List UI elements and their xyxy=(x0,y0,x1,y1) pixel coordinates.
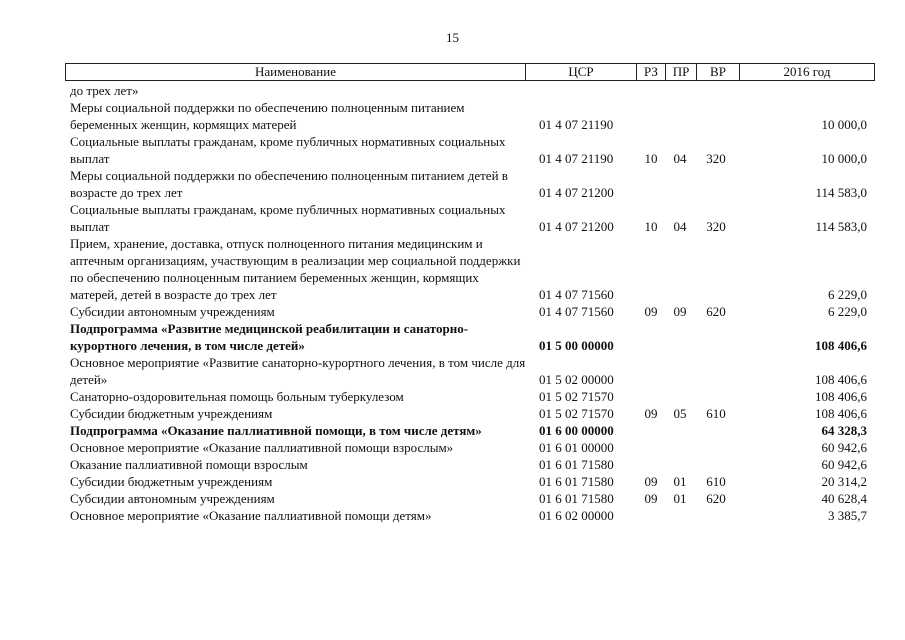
table-row xyxy=(65,133,875,167)
row-csr-code: 01 6 00 00000 xyxy=(539,423,614,438)
row-amount: 114 583,0 xyxy=(815,185,867,200)
row-csr-code: 01 5 00 00000 xyxy=(539,338,614,353)
table-row xyxy=(65,354,875,388)
row-vr-code: 620 xyxy=(706,491,726,506)
row-vr-code: 610 xyxy=(706,474,726,489)
row-amount: 114 583,0 xyxy=(815,219,867,234)
table-header xyxy=(65,63,875,81)
row-name: Социальные выплаты гражданам, кроме публичных нормативных социальных выплат xyxy=(70,134,506,166)
table-row xyxy=(65,439,875,456)
row-name: Санаторно-оздоровительная помощь больным туберкулезом xyxy=(70,389,404,404)
row-csr-code: 01 4 07 71560 xyxy=(539,287,614,302)
row-pr-code: 01 xyxy=(673,491,687,506)
header-year: 2016 год xyxy=(740,64,875,81)
row-amount: 108 406,6 xyxy=(815,389,867,404)
row-amount: 108 406,6 xyxy=(815,372,867,387)
budget-table-body xyxy=(65,82,875,524)
row-rz-code: 10 xyxy=(644,219,658,234)
row-csr-code: 01 4 07 21190 xyxy=(539,151,614,166)
header-csr: ЦСР xyxy=(526,64,637,81)
row-amount: 108 406,6 xyxy=(815,338,867,353)
table-row xyxy=(65,456,875,473)
row-csr-code: 01 4 07 21200 xyxy=(539,219,614,234)
header-rz: РЗ xyxy=(637,64,666,81)
table-row xyxy=(65,388,875,405)
row-amount: 64 328,3 xyxy=(821,423,867,438)
page-number: 15 xyxy=(446,30,459,45)
table-row xyxy=(65,303,875,320)
row-csr-code: 01 6 01 00000 xyxy=(539,440,614,455)
table-row xyxy=(65,473,875,490)
header-pr: ПР xyxy=(666,64,697,81)
table-row xyxy=(65,320,875,354)
row-csr-code: 01 4 07 21200 xyxy=(539,185,614,200)
row-amount: 3 385,7 xyxy=(828,508,867,523)
table-row xyxy=(65,201,875,235)
row-csr-code: 01 6 01 71580 xyxy=(539,491,614,506)
row-vr-code: 320 xyxy=(706,151,726,166)
row-rz-code: 09 xyxy=(644,406,658,421)
row-name: Субсидии бюджетным учреждениям xyxy=(70,474,273,489)
row-amount: 60 942,6 xyxy=(821,440,867,455)
row-name: Субсидии автономным учреждениям xyxy=(70,491,275,506)
row-rz-code: 09 xyxy=(644,304,658,319)
row-name: Основное мероприятие «Развитие санаторно-курортного лечения, в том числе для детей» xyxy=(70,355,526,387)
row-csr-code: 01 6 01 71580 xyxy=(539,457,614,472)
row-name: Основное мероприятие «Оказание паллиативной помощи детям» xyxy=(70,508,432,523)
table-row xyxy=(65,422,875,439)
row-amount: 6 229,0 xyxy=(828,304,867,319)
row-amount: 10 000,0 xyxy=(821,151,867,166)
row-csr-code: 01 6 01 71580 xyxy=(539,474,614,489)
table-row xyxy=(65,99,875,133)
row-pr-code: 04 xyxy=(673,219,687,234)
row-name: Социальные выплаты гражданам, кроме публичных нормативных социальных выплат xyxy=(70,202,506,234)
row-vr-code: 620 xyxy=(706,304,726,319)
header-vr: ВР xyxy=(697,64,740,81)
row-pr-code: 05 xyxy=(673,406,687,421)
row-csr-code: 01 4 07 21190 xyxy=(539,117,614,132)
row-name: Субсидии автономным учреждениям xyxy=(70,304,275,319)
row-name: Меры социальной поддержки по обеспечению полноценным питанием беременных женщин, кормящих матерей xyxy=(70,100,465,132)
table-row xyxy=(65,507,875,524)
row-amount: 6 229,0 xyxy=(828,287,867,302)
table-row xyxy=(65,490,875,507)
row-pr-code: 04 xyxy=(673,151,687,166)
row-csr-code: 01 5 02 71570 xyxy=(539,389,614,404)
row-csr-code: 01 6 02 00000 xyxy=(539,508,614,523)
row-amount: 60 942,6 xyxy=(821,457,867,472)
header-name: Наименование xyxy=(66,64,526,81)
row-amount: 10 000,0 xyxy=(821,117,867,132)
table-row xyxy=(65,405,875,422)
row-amount: 20 314,2 xyxy=(821,474,867,489)
row-rz-code: 09 xyxy=(644,474,658,489)
row-name: Оказание паллиативной помощи взрослым xyxy=(70,457,308,472)
row-name: Субсидии бюджетным учреждениям xyxy=(70,406,273,421)
row-name: Прием, хранение, доставка, отпуск полноценного питания медицинским и аптечным организациям, участвующим в реализации мер социальной поддержки по обеспечению полноценным питанием беременных женщин, кормящих матерей, детей в возрасте до трех лет xyxy=(70,236,521,302)
row-vr-code: 610 xyxy=(706,406,726,421)
table-row xyxy=(65,167,875,201)
row-vr-code: 320 xyxy=(706,219,726,234)
row-pr-code: 09 xyxy=(673,304,687,319)
row-name: Подпрограмма «Оказание паллиативной помощи, в том числе детям» xyxy=(70,423,482,438)
table-row xyxy=(65,235,875,303)
table-row xyxy=(65,82,875,99)
row-rz-code: 09 xyxy=(644,491,658,506)
row-csr-code: 01 5 02 00000 xyxy=(539,372,614,387)
row-rz-code: 10 xyxy=(644,151,658,166)
row-amount: 40 628,4 xyxy=(821,491,867,506)
row-name: до трех лет» xyxy=(70,83,139,98)
row-amount: 108 406,6 xyxy=(815,406,867,421)
row-name: Подпрограмма «Развитие медицинской реабилитации и санаторно-курортного лечения, в том числе детей» xyxy=(70,321,469,353)
row-csr-code: 01 4 07 71560 xyxy=(539,304,614,319)
row-csr-code: 01 5 02 71570 xyxy=(539,406,614,421)
row-name: Основное мероприятие «Оказание паллиативной помощи взрослым» xyxy=(70,440,454,455)
row-name: Меры социальной поддержки по обеспечению полноценным питанием детей в возрасте до трех лет xyxy=(70,168,508,200)
row-pr-code: 01 xyxy=(673,474,687,489)
